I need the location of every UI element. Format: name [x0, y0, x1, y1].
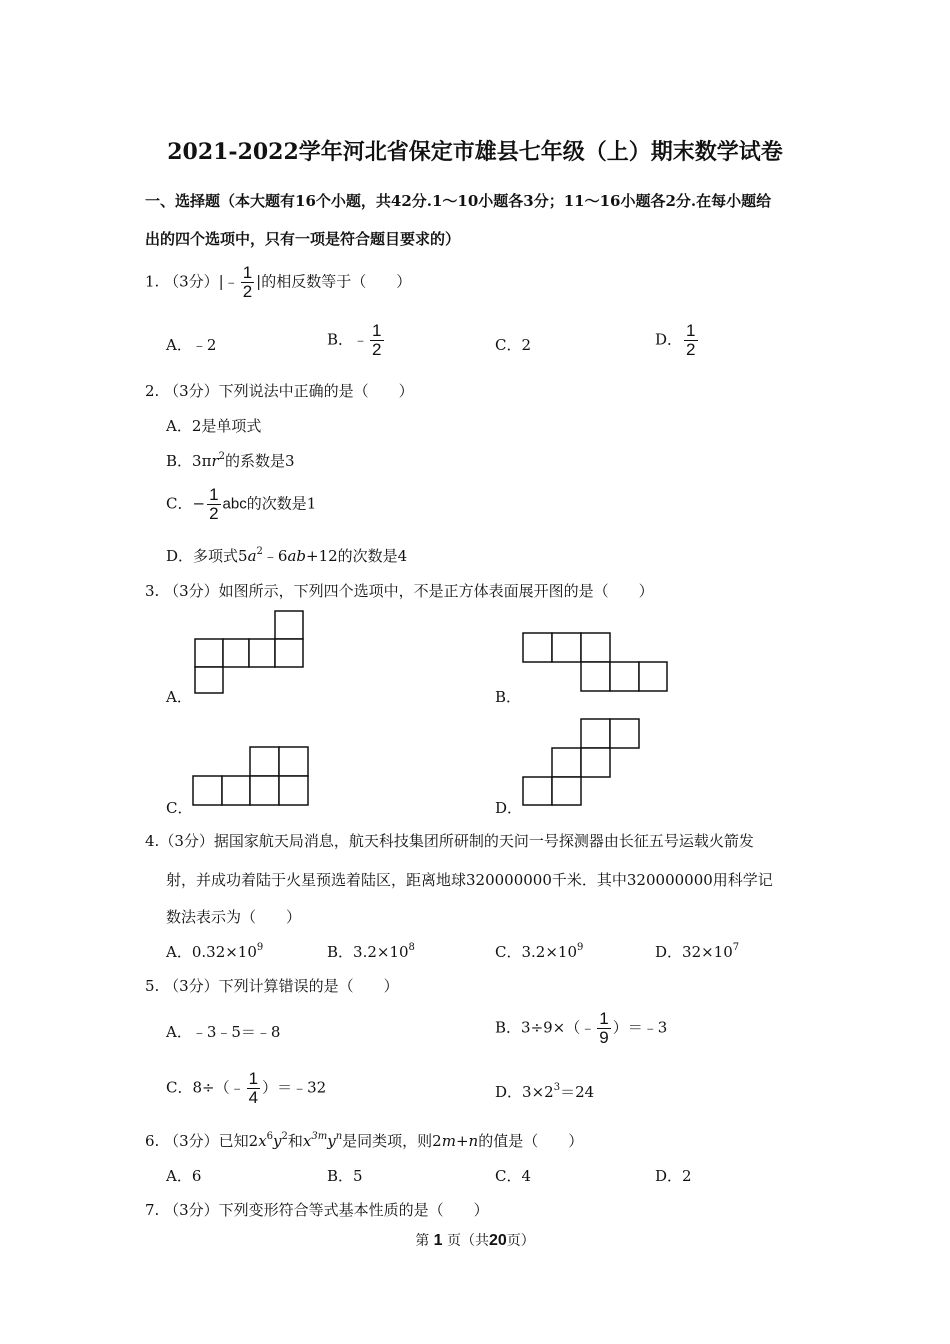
q2-b-var: r — [211, 452, 219, 470]
net-square — [552, 633, 581, 662]
q1-d-num: 1 — [686, 321, 696, 340]
q2-b-post: 的系数是3 — [224, 452, 295, 470]
q5-option-d — [495, 1081, 594, 1102]
q3-stem: （3分）如图所示，下列四个选项中，不是正方体表面展开图的是（ ） — [164, 582, 654, 600]
q2-d-post: +12的次数是4 — [306, 547, 408, 565]
q1-d-label: D． — [655, 330, 683, 349]
q1-b-fraction — [370, 322, 383, 359]
section-heading-line1: 一、选择题（本大题有16个小题，共42分.1～10小题各3分；11～16小题各2分.在每小题给 — [145, 192, 772, 210]
footer-total-pages: 20 — [489, 1232, 507, 1249]
question-7 — [145, 1199, 489, 1220]
q6-e2: 2 — [281, 1131, 288, 1142]
q2-option-a: A．2是单项式 — [166, 417, 262, 435]
footer-post: 页） — [506, 1233, 535, 1249]
net-square — [222, 776, 250, 805]
q5-option-c — [166, 1070, 326, 1107]
net-square — [523, 633, 552, 662]
q4-number: 4. — [145, 832, 160, 850]
q6-e3: 3m — [311, 1131, 328, 1142]
net-square — [581, 719, 610, 748]
q4-b-text: B．3.2×10 — [327, 943, 409, 961]
q2-option-b — [166, 450, 295, 471]
q2-c-sign: − — [192, 494, 206, 513]
q6-t4: 的值是（ ） — [478, 1132, 584, 1150]
q3-option-a: A． — [166, 688, 192, 706]
footer-mid: 页（共 — [447, 1233, 489, 1249]
q6-t1: （3分）已知2 — [164, 1132, 259, 1150]
q4-line1: （3分）据国家航天局消息，航天科技集团所研制的天问一号探测器由长征五号运载火箭发 — [159, 832, 754, 850]
q4-option-c — [495, 941, 583, 962]
q2-c-var: abc — [222, 495, 247, 513]
net-square — [279, 747, 308, 776]
q4-a-text: A．0.32×10 — [166, 943, 257, 961]
q3-net-b — [520, 630, 672, 694]
q6-option-d: D．2 — [655, 1167, 692, 1185]
question-2 — [145, 380, 414, 401]
q6-t3: 是同类项，则2 — [342, 1132, 442, 1150]
net-square — [581, 662, 610, 691]
q1-abs-open: |﹣ — [218, 272, 239, 291]
q3-option-d: D． — [495, 799, 523, 817]
net-square — [523, 777, 552, 805]
q3-number: 3. — [145, 582, 160, 600]
q1-b-sign: ﹣ — [353, 330, 369, 349]
q2-b-exp: 2 — [218, 451, 225, 462]
q2-d-a: a — [247, 547, 257, 565]
q5-b-post: ）＝﹣3 — [612, 1018, 668, 1037]
net-square — [193, 776, 222, 805]
q1-option-d — [655, 322, 700, 359]
q1-option-c: C．2 — [495, 336, 532, 354]
q3-net-c — [190, 744, 314, 808]
q2-c-num: 1 — [209, 485, 219, 504]
q1-b-den: 2 — [372, 340, 382, 359]
net-square — [250, 776, 279, 805]
q2-c-post: 的次数是1 — [246, 494, 317, 513]
q7-number: 7. — [145, 1201, 160, 1219]
net-square — [581, 748, 610, 777]
net-square — [223, 639, 249, 667]
q5-option-a: A．﹣3﹣5＝﹣8 — [166, 1023, 281, 1041]
q4-line2: 射，并成功着陆于火星预选着陆区，距离地球320000000千米．其中320000000用科学记 — [166, 871, 773, 889]
q6-e1: 6 — [266, 1131, 274, 1142]
q2-d-exp: 2 — [256, 546, 263, 557]
q6-y2: y — [327, 1132, 336, 1150]
q4-option-d — [655, 941, 739, 962]
q3-option-b: B． — [495, 688, 522, 706]
q6-number: 6. — [145, 1132, 160, 1150]
q5-c-pre: C．8÷（﹣ — [166, 1078, 245, 1097]
net-square — [552, 777, 581, 805]
q1-fraction — [241, 264, 254, 301]
q1-b-num: 1 — [372, 321, 382, 340]
q6-x: x — [258, 1132, 267, 1150]
q4-c-text: C．3.2×10 — [495, 943, 577, 961]
net-square — [552, 748, 581, 777]
net-square — [275, 639, 303, 667]
q1-option-a: A．﹣2 — [166, 336, 217, 354]
q5-c-fraction — [247, 1070, 260, 1107]
q1-score: （3分） — [164, 272, 219, 291]
q3-net-a — [190, 608, 310, 694]
q5-b-num: 1 — [599, 1009, 609, 1028]
q1-stem-end: |的相反数等于（ ） — [256, 272, 412, 291]
q2-c-fraction — [207, 486, 220, 523]
q2-d-ab: ab — [287, 547, 306, 565]
q4-d-exp: 7 — [732, 942, 740, 953]
footer-pre: 第 — [415, 1233, 430, 1249]
q1-option-b — [327, 322, 386, 359]
q5-number: 5. — [145, 977, 160, 995]
q2-option-c — [166, 486, 316, 523]
net-square — [195, 639, 223, 667]
q6-m: m — [441, 1132, 456, 1150]
q5-option-b — [495, 1010, 667, 1047]
q1-number: 1. — [145, 272, 160, 291]
q5-c-num: 1 — [248, 1069, 259, 1088]
question-1 — [145, 264, 411, 301]
q5-b-pre: B．3÷9×（﹣ — [495, 1018, 596, 1037]
page-title: 2021-2022学年河北省保定市雄县七年级（上）期末数学试卷 — [167, 139, 783, 165]
q5-b-fraction — [597, 1010, 610, 1047]
q2-c-den: 2 — [209, 504, 219, 523]
q6-option-b: B．5 — [327, 1167, 363, 1185]
q1-frac-den: 2 — [242, 282, 253, 301]
question-6 — [145, 1130, 583, 1151]
q2-c-label: C． — [166, 494, 193, 513]
q4-b-exp: 8 — [408, 942, 415, 953]
q5-c-post: ）＝﹣32 — [262, 1078, 327, 1097]
q4-c-exp: 9 — [577, 942, 584, 953]
net-square — [195, 667, 223, 693]
q6-plus: + — [455, 1132, 469, 1150]
page-footer — [0, 1230, 950, 1250]
q6-e4: n — [335, 1131, 343, 1142]
net-square — [249, 639, 275, 667]
q6-y: y — [273, 1132, 282, 1150]
net-square — [279, 776, 308, 805]
q4-option-a — [166, 941, 263, 962]
q3-net-d — [520, 716, 644, 808]
q5-c-den: 4 — [248, 1088, 259, 1107]
q1-b-label: B． — [327, 330, 354, 349]
q1-d-den: 2 — [686, 340, 696, 359]
q4-option-b — [327, 941, 415, 962]
q7-stem: （3分）下列变形符合等式基本性质的是（ ） — [164, 1201, 489, 1219]
footer-page-number: 1 — [433, 1232, 443, 1249]
q2-d-mid: ﹣6 — [262, 547, 288, 565]
q4-d-text: D．32×10 — [655, 943, 733, 961]
section-heading-line2: 出的四个选项中，只有一项是符合题目要求的） — [145, 230, 461, 248]
q6-t2: 和 — [287, 1132, 303, 1150]
net-square — [610, 662, 639, 691]
q5-d-post: ＝24 — [560, 1083, 595, 1101]
q5-d-exp: 3 — [553, 1082, 561, 1093]
q6-option-a: A．6 — [166, 1167, 202, 1185]
question-4 — [145, 830, 754, 851]
q1-frac-num: 1 — [242, 263, 253, 282]
net-square — [275, 611, 303, 639]
q5-stem: （3分）下列计算错误的是（ ） — [164, 977, 399, 995]
q6-x2: x — [302, 1132, 312, 1150]
question-5 — [145, 975, 399, 996]
q2-d-pre: D．多项式5 — [166, 547, 248, 565]
net-square — [639, 662, 667, 691]
question-3 — [145, 580, 654, 601]
q1-d-fraction — [684, 322, 697, 359]
q4-a-exp: 9 — [256, 942, 264, 953]
q4-line3: 数法表示为（ ） — [166, 908, 302, 926]
q2-number: 2. — [145, 382, 160, 400]
q5-d-text: D．3×2 — [495, 1083, 554, 1101]
net-square — [610, 719, 639, 748]
q2-option-d — [166, 545, 407, 566]
q3-option-c: C． — [166, 799, 193, 817]
q6-n: n — [468, 1132, 479, 1150]
net-square — [581, 633, 610, 662]
q5-b-den: 9 — [599, 1028, 609, 1047]
q2-stem: （3分）下列说法中正确的是（ ） — [164, 382, 414, 400]
q2-b-pre: B．3π — [166, 452, 212, 470]
net-square — [250, 747, 279, 776]
q6-option-c: C．4 — [495, 1167, 532, 1185]
